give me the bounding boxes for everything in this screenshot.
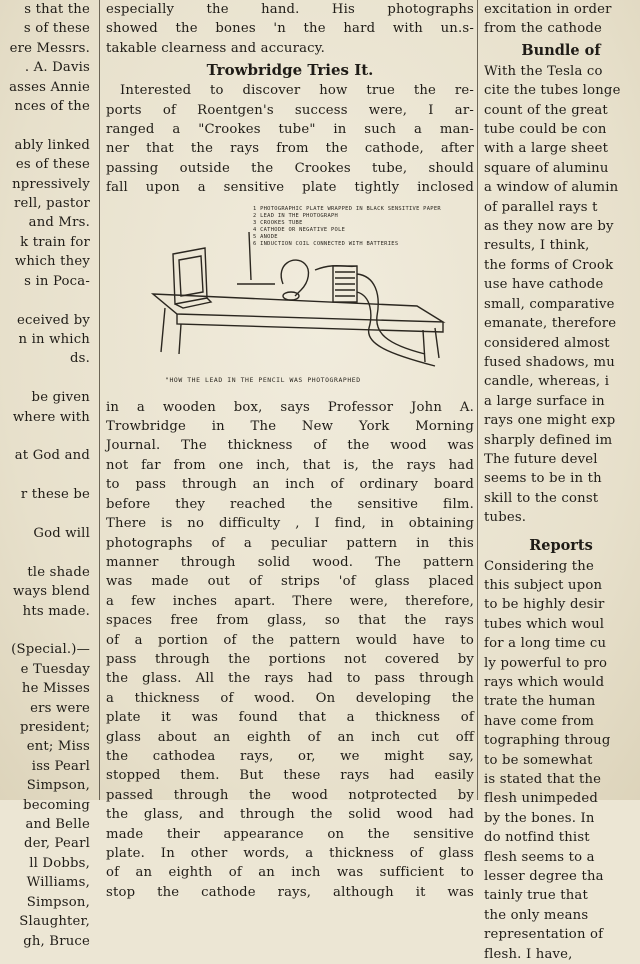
- text-line: Simpson,: [26, 894, 90, 910]
- text-line: excitation in order: [484, 2, 612, 17]
- legend-line: 6 INDUCTION COIL CONNECTED WITH BATTERIES: [253, 240, 399, 247]
- text-line: small, comparative: [484, 296, 615, 312]
- text-line: s of these: [23, 21, 90, 37]
- text-line: which they: [14, 254, 90, 270]
- text-line: Trowbridge in The New York Morning: [106, 419, 474, 435]
- text-line: fused shadows, mu: [484, 354, 615, 370]
- text-line: manner through solid wood. The pattern: [106, 554, 474, 570]
- text-line: was made out of strips 'of glass placed: [106, 574, 474, 590]
- text-line: plate it was found that a thickness of: [106, 710, 474, 726]
- text-line: iss Pearl: [31, 758, 90, 774]
- left-column: [0, 0, 92, 949]
- text-line: God will: [33, 525, 90, 541]
- text-line: president;: [19, 720, 90, 736]
- paragraph-tesla: [482, 62, 640, 528]
- text-line: [0, 369, 92, 388]
- text-line: the cathodea rays, or, we might say,: [106, 748, 474, 764]
- text-line: of parallel rays t: [484, 199, 598, 215]
- text-line: hts made.: [22, 603, 90, 619]
- text-line: fall upon a sensitive plate tightly inclosed: [106, 180, 474, 196]
- text-line: r these be: [20, 487, 90, 503]
- text-line: nces of the: [14, 99, 90, 115]
- text-line: a few inches apart. There were, therefore,: [106, 593, 474, 609]
- text-line: count of the great: [484, 102, 608, 118]
- text-line: as they now are by: [484, 219, 614, 235]
- text-line: especially the hand. His photographs: [106, 2, 474, 17]
- text-line: to pass through an inch of ordinary board: [106, 477, 474, 493]
- text-line: [0, 621, 92, 640]
- column-rule-right: [477, 0, 478, 800]
- text-line: seems to be in th: [484, 471, 602, 487]
- text-line: Williams,: [26, 875, 90, 891]
- column-rule-left: [99, 0, 100, 800]
- text-line: stopped them. But these rays had easily: [106, 768, 474, 784]
- text-line: by the bones. In: [484, 810, 595, 826]
- text-line: representation of: [484, 927, 604, 943]
- text-line: from the cathode: [484, 21, 603, 37]
- text-line: s that the: [24, 2, 90, 17]
- text-line: results, I think,: [484, 238, 590, 254]
- text-line: becoming: [23, 797, 90, 813]
- text-line: tubes.: [484, 510, 527, 526]
- crookes-tube: [281, 260, 308, 296]
- text-line: before they reached the sensitive film.: [106, 496, 474, 512]
- text-line: lesser degree tha: [484, 869, 604, 885]
- text-line: is stated that the: [484, 772, 602, 788]
- text-line: where with: [12, 409, 90, 425]
- text-line: [0, 543, 92, 562]
- text-line: plate. In other words, a thickness of glass: [106, 846, 474, 861]
- center-top-text: [106, 0, 474, 58]
- illustration-caption: "HOW THE LEAD IN THE PENCIL WAS PHOTOGRAPHED: [165, 375, 361, 384]
- text-line: of an eighth of an inch was sufficient to: [106, 865, 474, 881]
- text-line: to be somewhat: [484, 752, 593, 768]
- text-line: Journal. The thickness of the wood was: [106, 438, 474, 454]
- text-line: tographing throug: [484, 733, 611, 749]
- text-line: [0, 505, 92, 524]
- text-line: this subject upon: [484, 577, 603, 593]
- text-line: tainly true that: [484, 888, 588, 904]
- text-line: npressively: [12, 176, 90, 192]
- text-line: . A. Davis: [24, 60, 90, 76]
- text-line: skill to the const: [484, 490, 599, 506]
- text-line: tle shade: [27, 564, 90, 580]
- text-line: rays which would: [484, 675, 605, 690]
- text-line: rays one might exp: [484, 413, 616, 429]
- legend-line: 4 CATHODE OR NEGATIVE POLE: [253, 226, 346, 233]
- legend-line: 1 PHOTOGRAPHIC PLATE WRAPPED IN BLACK SENSITIVE PAPER: [253, 205, 441, 212]
- crookes-tube-illustration: [125, 204, 455, 394]
- text-line: ll Dobbs,: [29, 855, 90, 871]
- text-line: rell, pastor: [14, 196, 90, 212]
- text-line: takable clearness and accuracy.: [106, 40, 326, 56]
- text-line: ranged a "Crookes tube" in such a man-: [106, 122, 474, 138]
- text-line: k train for: [20, 234, 90, 250]
- text-line: Slaughter,: [19, 914, 90, 930]
- text-line: photographs of a peculiar pattern in this: [106, 535, 474, 551]
- text-line: trate the human: [484, 694, 596, 710]
- text-line: ways blend: [13, 584, 90, 600]
- text-line: (Special.)—: [11, 642, 90, 658]
- text-line: cite the tubes longe: [484, 83, 621, 99]
- text-line: have come from: [484, 713, 595, 729]
- text-line: tube could be con: [484, 122, 607, 138]
- text-line: ere Messrs.: [9, 40, 90, 56]
- text-line: flesh unimpeded: [484, 791, 598, 807]
- text-line: s in Poca-: [24, 273, 90, 289]
- text-line: with a large sheet: [484, 141, 609, 157]
- headline-trowbridge: Trowbridge Tries It.: [206, 61, 374, 80]
- text-line: stop the cathode rays, although it was: [106, 884, 474, 900]
- text-line: a window of alumin: [484, 180, 619, 196]
- text-line: sharply defined im: [484, 432, 613, 448]
- text-line: square of aluminu: [484, 160, 609, 176]
- text-line: [0, 291, 92, 310]
- text-line: he Misses: [21, 681, 90, 697]
- text-line: pass through the portions not covered by: [106, 651, 474, 667]
- text-line: ner that the rays from the cathode, after: [106, 141, 474, 157]
- text-line: asses Annie: [9, 79, 90, 95]
- text-line: The future devel: [484, 451, 598, 467]
- text-line: in a wooden box, says Professor John A.: [106, 399, 474, 415]
- text-line: do notfind thist: [484, 830, 590, 846]
- text-line: a large surface in: [484, 393, 605, 409]
- paragraph-experiment: [106, 398, 474, 903]
- center-column: [106, 0, 474, 900]
- text-line: the glass. All the rays had to pass through: [106, 671, 474, 687]
- text-line: Simpson,: [26, 778, 90, 794]
- paragraph-intro: [106, 81, 474, 197]
- text-line: ly powerful to pro: [484, 655, 608, 671]
- text-line: Interested to discover how true the re-: [120, 83, 474, 99]
- text-line: to be highly desir: [484, 597, 605, 613]
- text-line: n in which: [18, 331, 90, 347]
- text-line: of a portion of the pattern would have to: [106, 632, 474, 648]
- text-line: considered almost: [484, 335, 610, 351]
- text-line: [0, 466, 92, 485]
- text-line: showed the bones 'n the hard with un.s-: [106, 21, 474, 37]
- text-line: passing outside the Crookes tube, should: [106, 160, 474, 176]
- text-line: and Mrs.: [28, 215, 90, 231]
- text-line: made their appearance on the sensitive: [106, 826, 474, 842]
- text-line: e Tuesday: [20, 661, 90, 677]
- text-line: [0, 116, 92, 135]
- headline-reports: Reports: [529, 536, 593, 554]
- text-line: the forms of Crook: [484, 257, 614, 273]
- text-line: glass about an eighth of an inch cut off: [106, 729, 474, 745]
- text-line: use have cathode: [484, 277, 604, 293]
- text-line: and Belle: [25, 817, 90, 833]
- text-line: at God and: [14, 448, 90, 464]
- text-line: ent; Miss: [26, 739, 90, 755]
- text-line: es of these: [15, 157, 90, 173]
- right-column: [482, 0, 640, 962]
- headline-bundle: Bundle of: [521, 41, 601, 59]
- text-line: tubes which woul: [484, 616, 605, 632]
- legend-line: 5 ANODE: [253, 233, 278, 240]
- text-line: spaces free from glass, so that the rays: [106, 613, 474, 629]
- text-line: be given: [31, 390, 90, 406]
- text-line: eceived by: [17, 312, 90, 328]
- legend-line: 2 LEAD IN THE PHOTOGRAPH: [253, 212, 339, 219]
- text-line: the only means: [484, 907, 589, 923]
- text-line: There is no difficulty , I find, in obtaining: [106, 516, 474, 532]
- text-line: a thickness of wood. On developing the: [106, 690, 474, 706]
- text-line: ers were: [30, 700, 90, 716]
- text-line: With the Tesla co: [484, 63, 603, 79]
- text-line: ably linked: [14, 137, 90, 153]
- text-line: the glass, and through the solid wood had: [106, 807, 474, 823]
- text-line: [0, 427, 92, 446]
- text-line: emanate, therefore: [484, 316, 617, 332]
- text-line: flesh seems to a: [484, 849, 595, 865]
- text-line: ds.: [69, 351, 90, 367]
- text-line: not far from one inch, that is, the rays had: [106, 457, 474, 473]
- text-line: candle, whereas, i: [484, 374, 610, 390]
- paragraph-considering: [482, 557, 640, 964]
- text-line: Considering the: [484, 558, 595, 574]
- text-line: for a long time cu: [484, 636, 607, 652]
- text-line: ports of Roentgen's success were, I ar-: [106, 102, 474, 118]
- text-line: passed through the wood notprotected by: [106, 787, 474, 803]
- text-line: flesh. I have,: [484, 946, 573, 962]
- text-line: gh, Bruce: [23, 933, 90, 949]
- text-line: der, Pearl: [24, 836, 90, 852]
- legend-line: 3 CROOKES TUBE: [253, 219, 303, 226]
- right-top-text: [482, 0, 640, 39]
